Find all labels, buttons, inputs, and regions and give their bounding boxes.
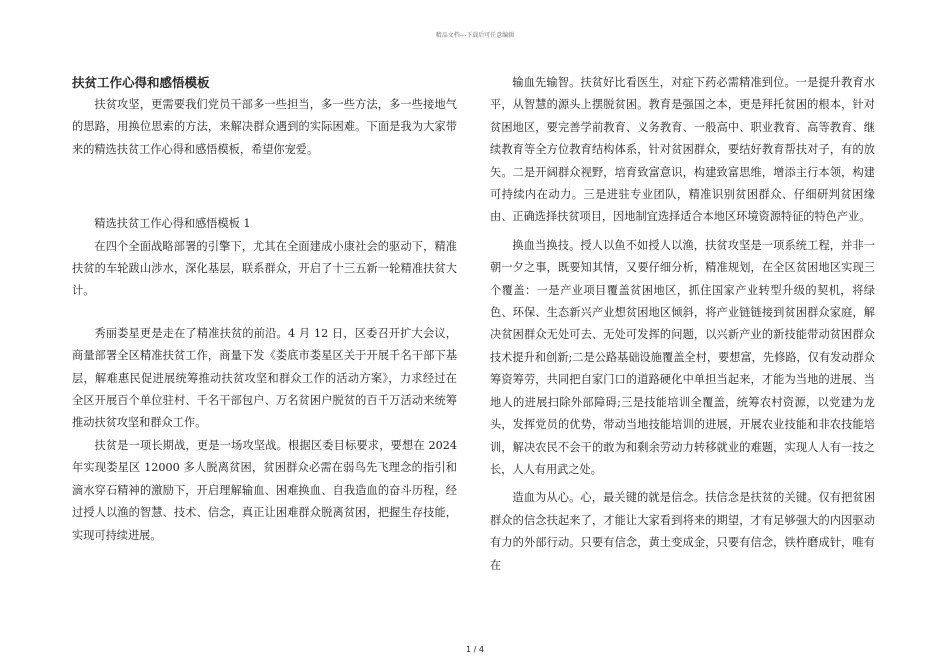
page-header: 精品文档---下载后可任意编辑 xyxy=(435,32,515,39)
paragraph: 换血当换技。授人以鱼不如授人以渔，扶贫攻坚是一项系统工程，并非一朝一夕之事，既要知其情，又要仔细分析，精准规划，在全区贫困地区实现三个覆盖：一是产业项目覆盖贫困地区，抓住国家产业转型升级的契机，将绿色、环保、生态新兴产业想贫困地区倾斜，将产业链链接到贫困群众家庭，解决贫困群众无处可去、无处可发挥的问题，以兴新产业的新技能带动贫困群众技术提升和创新;二是公路基础设施覆盖全村，要想富，先修路，仅有发动群众筹资筹劳，共同把自家门口的道路硬化中单担当起来，才能为当地的进展、当地人的进展扫除外部障碍;三是技能培训全覆盖，统筹农村资源，以党建为龙头，发挥党员的优势，带动当地技能培训的进展，开展农业技能和非农技能培训，解决农民不会干的敢为和剩余劳动力转移就业的难题，实现人人有一技之长，人人有用武之处。 xyxy=(490,238,875,476)
spacer xyxy=(72,161,457,213)
document-title: 扶贫工作心得和感悟模板 xyxy=(72,75,210,90)
paragraph: 秀丽娄星更是走在了精准扶贫的前沿。4 月 12 日，区委召开扩大会议，商量部署全区精准扶贫工作，商量下发《娄底市娄星区关于开展千名干部下基层，解难惠民促进展统筹推动扶贫攻坚和群众工作的活动方案》，力求经过在全区开展百个单位驻村、千名干部包户、万名贫困户脱贫的百千万活动来统筹推动扶贫攻坚和群众工作。 xyxy=(72,326,457,430)
paragraph: 造血为从心。心，最关键的就是信念。扶信念是扶贫的关键。仅有把贫困群众的信念扶起来了，才能让大家看到将来的期望，才有足够强大的内因驱动有力的外部行动。只要有信念，黄土变成金，只要有信念，铁杵磨成针，唯有在 xyxy=(490,491,875,572)
right-column xyxy=(490,72,875,577)
left-column xyxy=(72,72,457,547)
page-number: 1 / 4 xyxy=(466,645,484,654)
intro-paragraph: 扶贫攻坚，更需要我们党员干部多一些担当，多一些方法，多一些接地气的思路，用换位思索的方法，来解决群众遇到的实际困难。下面是我为大家带来的精选扶贫工作心得和感悟模板，希望你宠爱。 xyxy=(72,98,457,156)
section-subheading: 精选扶贫工作心得和感悟模板 1 xyxy=(94,217,251,231)
spacer xyxy=(72,303,457,323)
paragraph: 在四个全面战略部署的引擎下，尤其在全面建成小康社会的驱动下，精准扶贫的车轮跋山涉水，深化基层，联系群众，开启了十三五新一轮精准扶贫大计。 xyxy=(72,239,457,298)
paragraph: 输血先输智。扶贫好比看医生，对症下药必需精准到位。一是提升教育水平，从智慧的源头上摆脱贫困。教育是强国之本，更是拜托贫困的根本，针对贫困地区，要完善学前教育、义务教育、一般高中、职业教育、高等教育、继续教育等全方位教育结构体系，针对贫困群众，要结好教育帮扶对子，有的放矢。二是开阔群众视野，培育致富意识，构建致富思维，增添主行本领，构建可持续内在动力。三是进驻专业团队，精准识别贫困群众、仔细研判贫困缘由、正确选择扶贫项目，因地制宜选择适合本地区环境资源特征的特色产业。 xyxy=(490,76,875,224)
paragraph: 扶贫是一项长期战，更是一场攻坚战。根据区委目标要求，要想在 2024 年实现娄星区 12000 多人脱离贫困，贫困群众必需在弱鸟先飞理念的指引和滴水穿石精神的激励下，开启理解输血、困难换血、自我造血的奋斗历程，经过授人以渔的智慧、技术、信念，真正让困难群众脱离贫困，把握生存技能，实现可持续进展。 xyxy=(72,438,457,542)
